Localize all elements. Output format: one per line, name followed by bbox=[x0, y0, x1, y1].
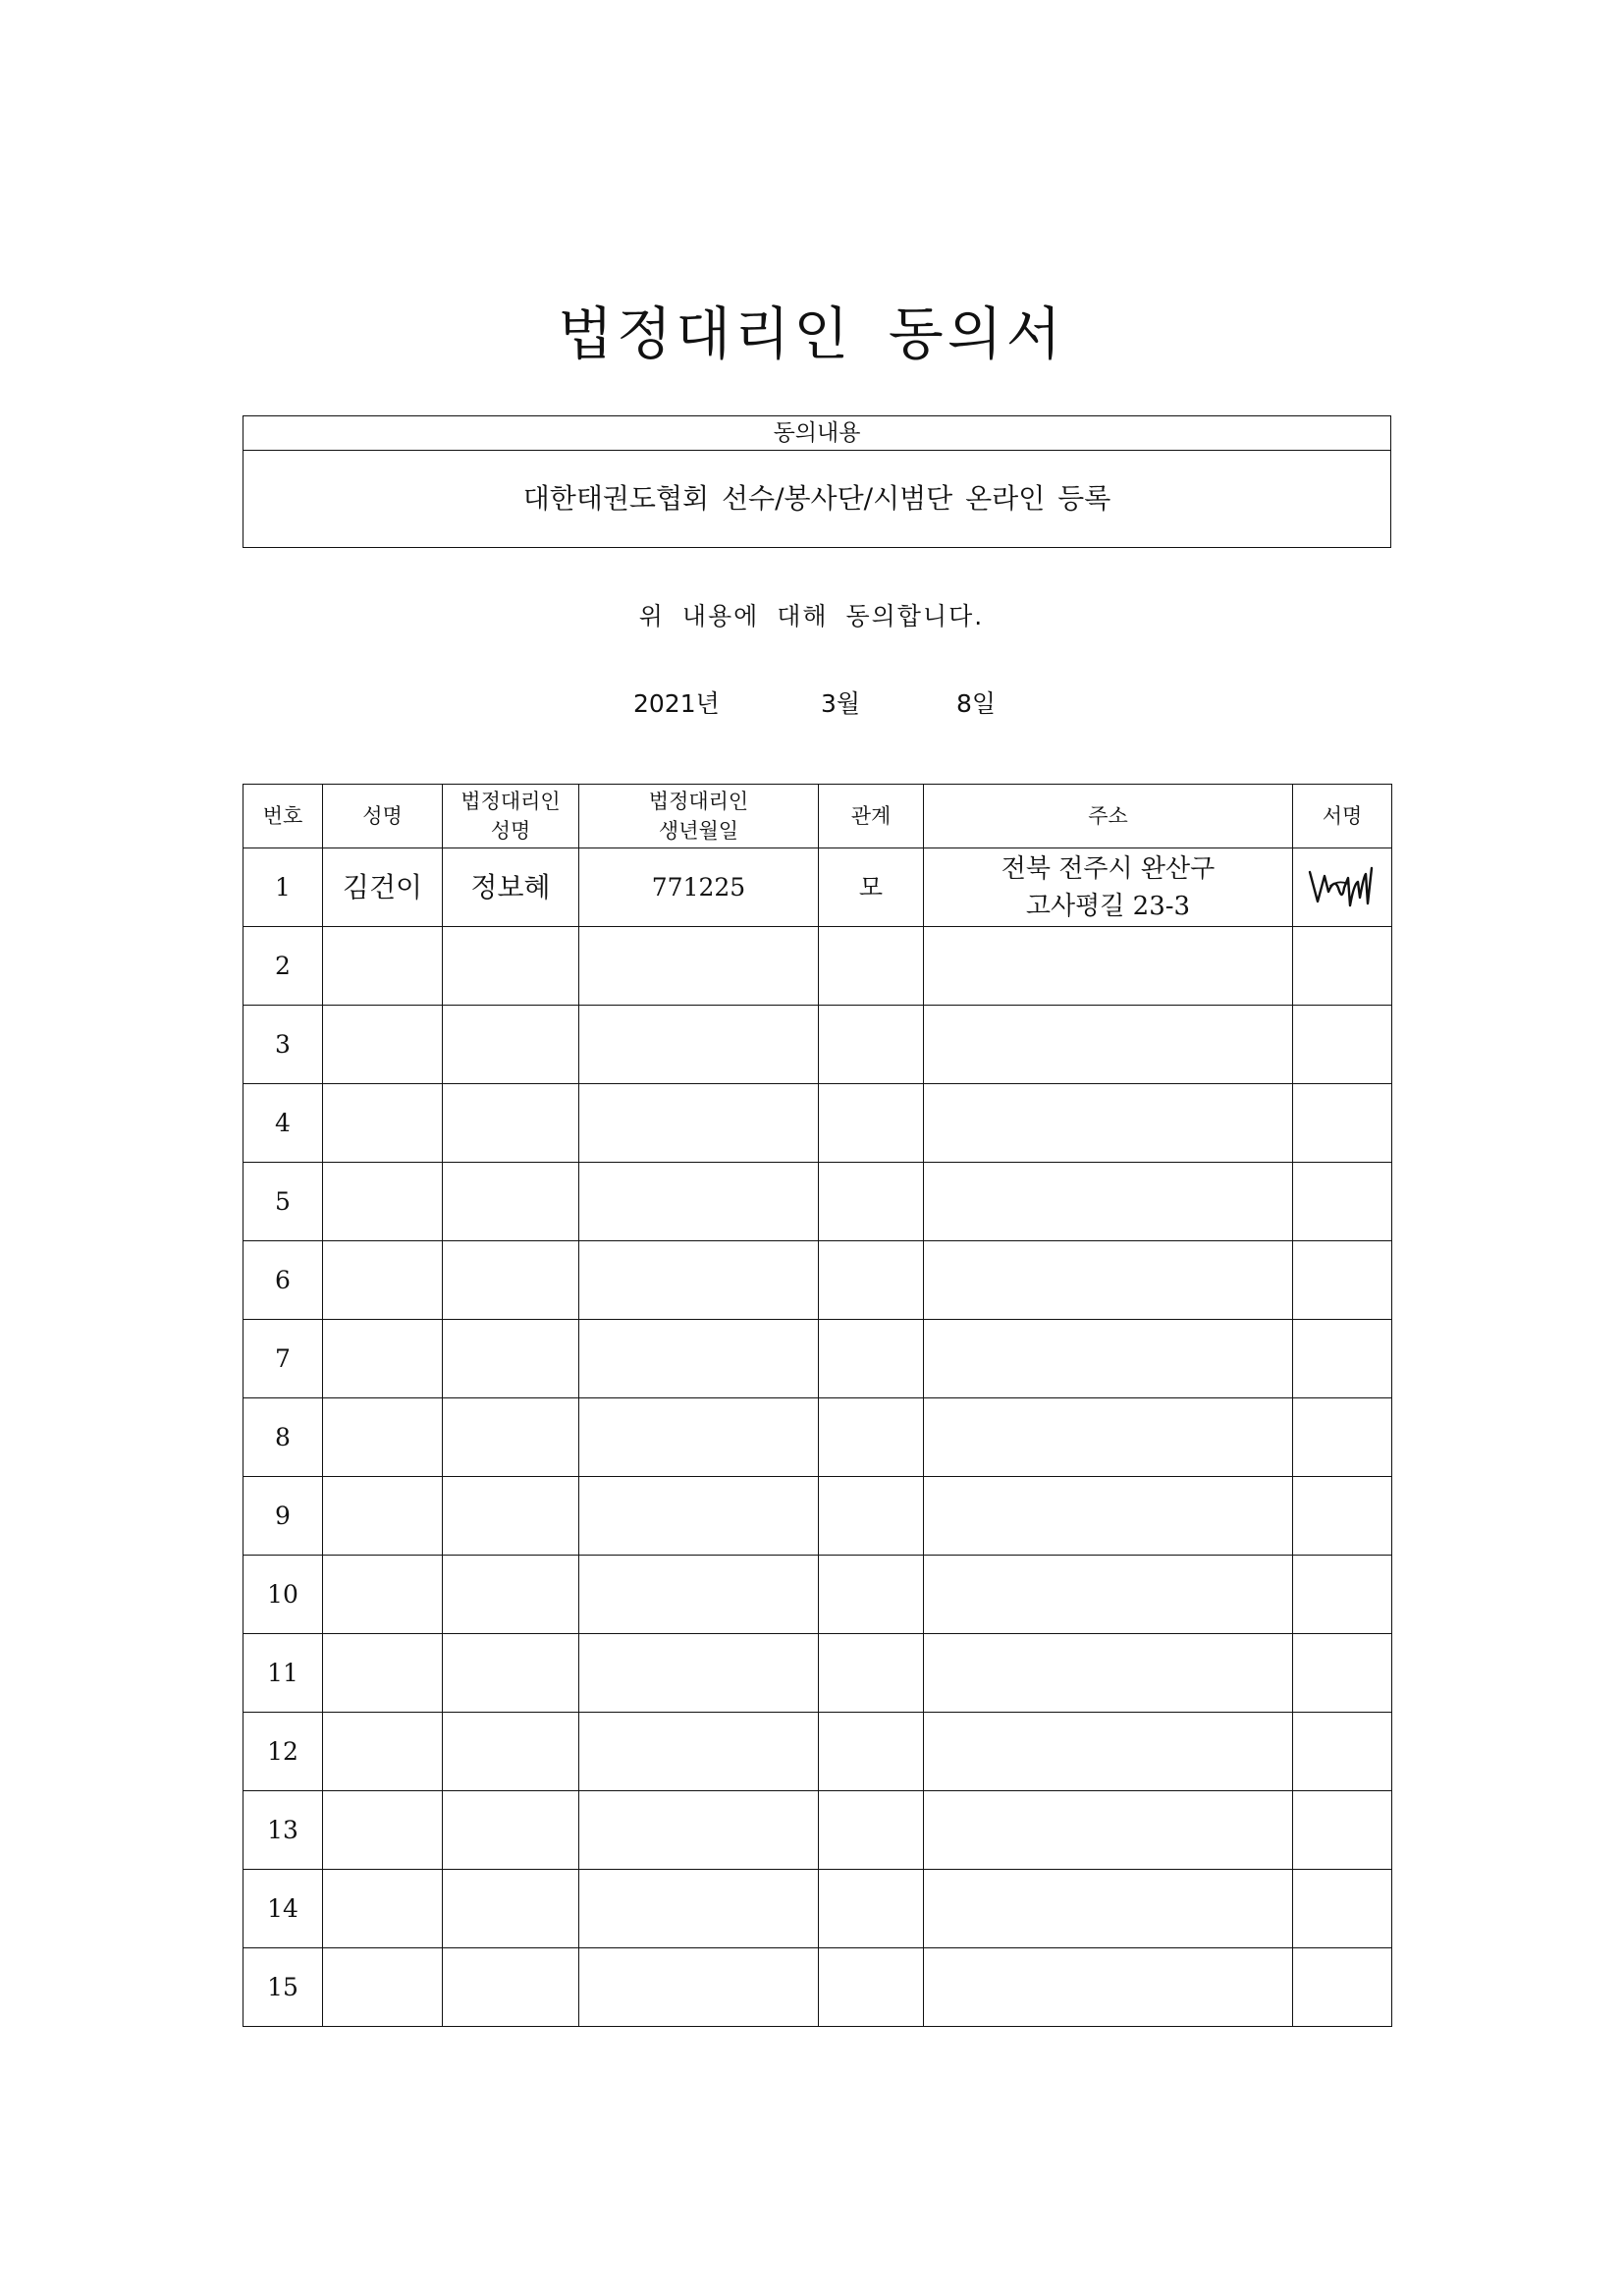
cell-number: 11 bbox=[243, 1634, 323, 1713]
cell-number: 14 bbox=[243, 1870, 323, 1948]
cell-relation: 모 bbox=[819, 848, 924, 927]
table-row bbox=[243, 1948, 1392, 2027]
cell-signature bbox=[1293, 848, 1392, 927]
header-relation: 관계 bbox=[819, 785, 924, 848]
table-row bbox=[243, 1398, 1392, 1477]
date-month: 3월 bbox=[821, 689, 861, 718]
cell-number: 1 bbox=[243, 848, 323, 927]
consent-header: 동의내용 bbox=[243, 416, 1390, 451]
header-guardian-birth-line1: 법정대리인 bbox=[648, 790, 749, 813]
guardian-roster-table bbox=[243, 784, 1392, 2027]
table-row bbox=[243, 1477, 1392, 1556]
cell-number: 4 bbox=[243, 1084, 323, 1163]
cell-address bbox=[924, 848, 1293, 927]
table-row bbox=[243, 927, 1392, 1006]
header-guardian-name-line1: 법정대리인 bbox=[460, 790, 561, 813]
cell-number: 3 bbox=[243, 1006, 323, 1084]
cell-number: 12 bbox=[243, 1713, 323, 1791]
address-line1: 전북 전주시 완산구 bbox=[1001, 853, 1216, 884]
signature-mark bbox=[1305, 858, 1380, 917]
date-day: 8일 bbox=[956, 689, 997, 718]
header-name: 성명 bbox=[323, 785, 443, 848]
table-row bbox=[243, 1713, 1392, 1791]
cell-number: 6 bbox=[243, 1241, 323, 1320]
table-row bbox=[243, 1870, 1392, 1948]
cell-number: 13 bbox=[243, 1791, 323, 1870]
cell-number: 10 bbox=[243, 1556, 323, 1634]
address-line2: 고사평길 23-3 bbox=[1025, 891, 1191, 921]
cell-guardian-name: 정보혜 bbox=[443, 848, 579, 927]
table-row bbox=[243, 1556, 1392, 1634]
consent-content: 대한태권도협회 선수/봉사단/시범단 온라인 등록 bbox=[522, 482, 1111, 515]
agreement-statement: 위 내용에 대해 동의합니다. bbox=[638, 602, 985, 630]
consent-box bbox=[243, 415, 1391, 548]
table-row bbox=[243, 1163, 1392, 1241]
table-row bbox=[243, 1320, 1392, 1398]
cell-number: 15 bbox=[243, 1948, 323, 2027]
table-header-row bbox=[243, 785, 1392, 848]
cell-guardian-birth: 771225 bbox=[579, 848, 819, 927]
cell-number: 2 bbox=[243, 927, 323, 1006]
header-number: 번호 bbox=[243, 785, 323, 848]
table-row bbox=[243, 1006, 1392, 1084]
table-row bbox=[243, 1791, 1392, 1870]
page-title: 법정대리인 동의서 bbox=[558, 300, 1065, 367]
table-row bbox=[243, 1241, 1392, 1320]
table-body bbox=[243, 848, 1392, 2027]
header-guardian-name bbox=[443, 785, 579, 848]
header-guardian-name-line2: 성명 bbox=[490, 819, 531, 843]
header-address: 주소 bbox=[924, 785, 1293, 848]
cell-number: 9 bbox=[243, 1477, 323, 1556]
table-row bbox=[243, 1084, 1392, 1163]
date-year: 2021년 bbox=[633, 689, 720, 718]
cell-number: 5 bbox=[243, 1163, 323, 1241]
header-guardian-birth bbox=[579, 785, 819, 848]
table-row bbox=[243, 848, 1392, 927]
cell-number: 7 bbox=[243, 1320, 323, 1398]
header-guardian-birth-line2: 생년월일 bbox=[658, 819, 739, 843]
cell-number: 8 bbox=[243, 1398, 323, 1477]
header-signature: 서명 bbox=[1293, 785, 1392, 848]
cell-name: 김건이 bbox=[323, 848, 443, 927]
table-row bbox=[243, 1634, 1392, 1713]
